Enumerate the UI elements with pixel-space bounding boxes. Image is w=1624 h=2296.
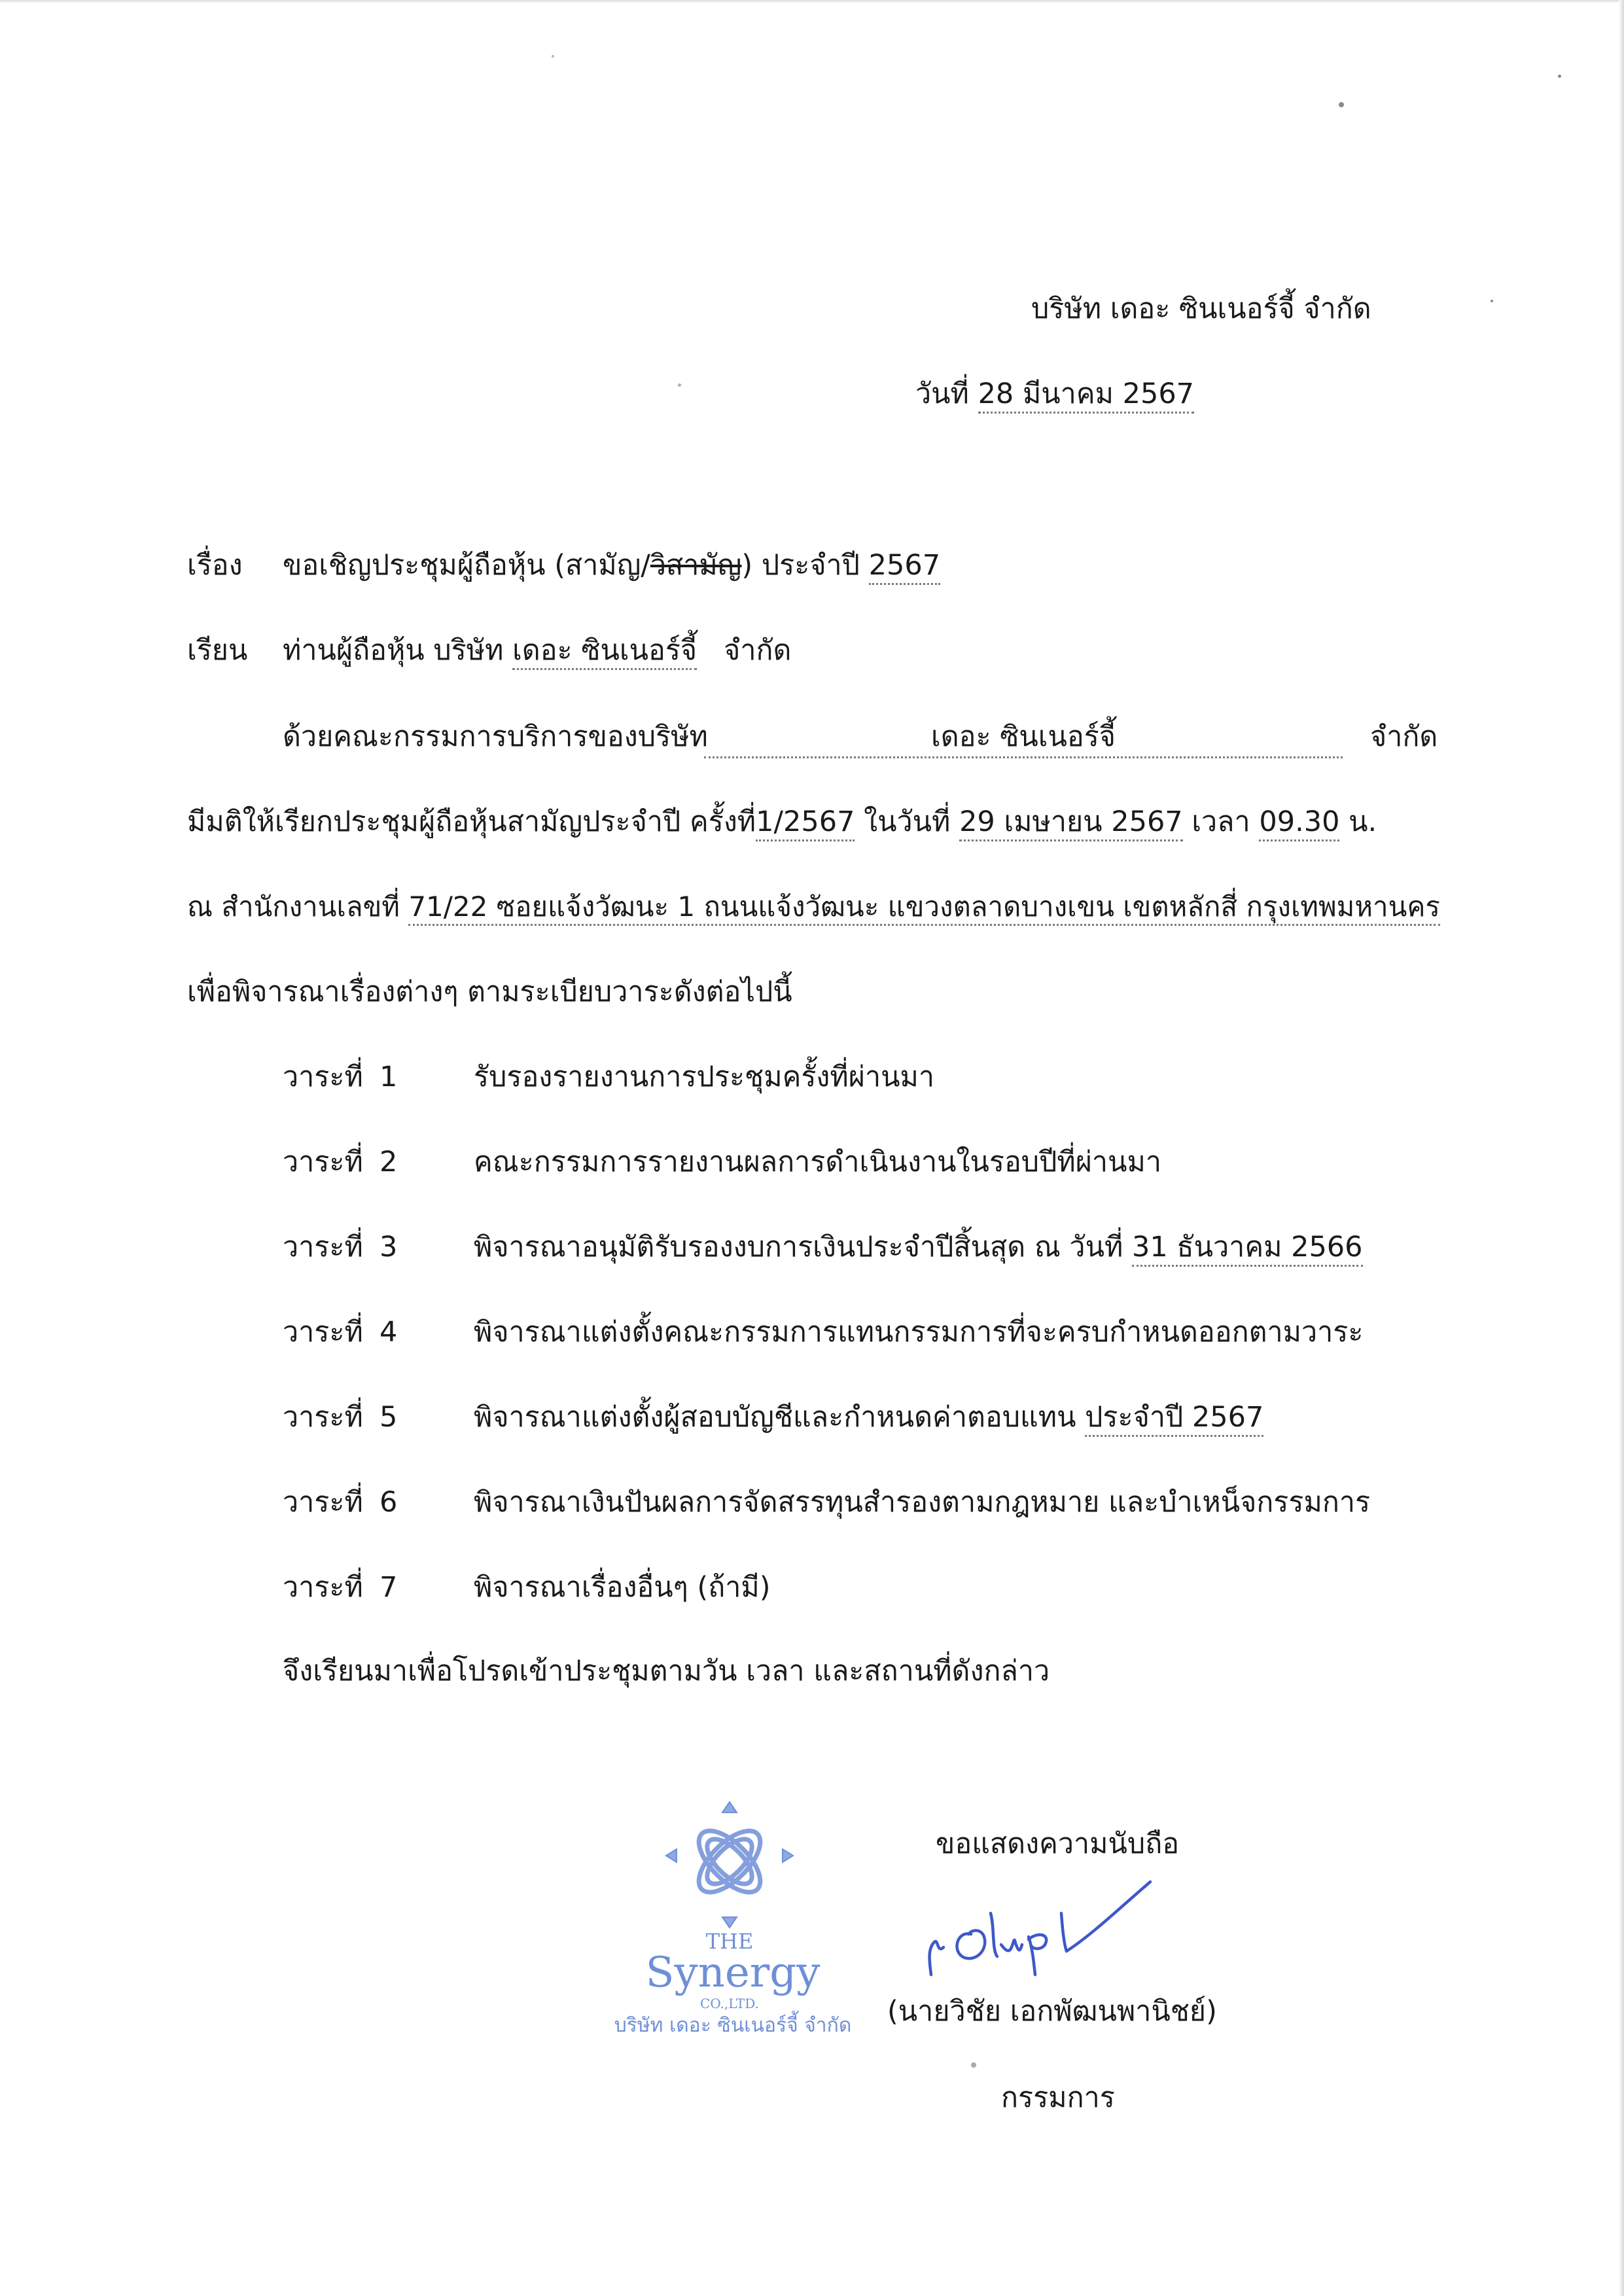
- date-value: 28 มีนาคม 2567: [978, 378, 1194, 414]
- meeting-number: 1/2567: [756, 805, 855, 841]
- meeting-time: 09.30: [1259, 805, 1339, 841]
- subject-year: 2567: [869, 549, 940, 585]
- body-line-3: ณ สำนักงานเลขที่ 71/22 ซอยแจ้งวัฒนะ 1 ถนนแจ้งวัฒนะ แขวงตลาดบางเขน เขตหลักสี่ กรุงเทพมหานคร: [187, 889, 1440, 925]
- signer-title: กรรมการ: [1001, 2081, 1115, 2114]
- agenda-number: 1: [380, 1061, 398, 1093]
- agenda-label: วาระที่: [283, 1061, 363, 1093]
- signer-name: (นายวิชัย เอกพัฒนพานิชย์): [887, 1995, 1217, 2028]
- agenda-label: วาระที่: [283, 1146, 363, 1178]
- stamp-co-ltd: CO.,LTD.: [700, 1996, 759, 2011]
- stamp-thai-name: บริษัท เดอะ ซินเนอร์จี้ จำกัด: [614, 2014, 852, 2037]
- company-header: บริษัท เดอะ ซินเนอร์จี้ จำกัด: [1031, 292, 1371, 325]
- agenda-description: รับรองรายงานการประชุมครั้งที่ผ่านมา: [474, 1061, 934, 1093]
- closing-text: จึงเรียนมาเพื่อโปรดเข้าประชุมตามวัน เวลา และสถานที่ดังกล่าว: [283, 1655, 1050, 1687]
- stamp-synergy: Synergy: [645, 1949, 821, 1997]
- agenda-number: 7: [380, 1571, 398, 1604]
- scan-speck: [971, 2062, 976, 2068]
- addressee-label: เรียน: [187, 634, 248, 667]
- agenda-number: 4: [380, 1316, 398, 1349]
- agenda-label: วาระที่: [283, 1316, 363, 1349]
- body-line-1-prefix: ด้วยคณะกรรมการบริการของบริษัท: [283, 720, 708, 753]
- body-line-1-company: เดอะ ซินเนอร์จี้: [704, 718, 1343, 758]
- meeting-date: 29 เมษายน 2567: [959, 805, 1183, 841]
- document-date: [915, 376, 1194, 412]
- scan-speck: [552, 55, 554, 58]
- subject-text: ขอเชิญประชุมผู้ถือหุ้น (สามัญ/วิสามัญ) ประจำปี 2567: [283, 547, 940, 584]
- page-top-edge: [0, 0, 1624, 3]
- addressee-text: ท่านผู้ถือหุ้น บริษัท เดอะ ซินเนอร์จี้ จำกัด: [283, 632, 791, 669]
- scan-speck: [1558, 75, 1561, 78]
- agenda-number: 6: [380, 1486, 398, 1519]
- scan-speck: [1339, 102, 1344, 107]
- date-prefix: วันที่: [915, 378, 969, 410]
- agenda-underlined-value: 31 ธันวาคม 2566: [1132, 1231, 1363, 1267]
- subject-struck: วิสามัญ: [650, 549, 742, 582]
- agenda-description: พิจารณาเงินปันผลการจัดสรรทุนสำรองตามกฎหมาย และบำเหน็จกรรมการ: [474, 1486, 1371, 1519]
- agenda-label: วาระที่: [283, 1401, 363, 1434]
- stamp-the: THE: [705, 1929, 754, 1954]
- agenda-label: วาระที่: [283, 1486, 363, 1519]
- agenda-label: วาระที่: [283, 1231, 363, 1263]
- meeting-address: 71/22 ซอยแจ้งวัฒนะ 1 ถนนแจ้งวัฒนะ แขวงตลาดบางเขน เขตหลักสี่ กรุงเทพมหานคร: [408, 891, 1440, 926]
- body-line-2: มีมติให้เรียกประชุมผู้ถือหุ้นสามัญประจำปี ครั้งที่1/2567 ในวันที่ 29 เมษายน 2567 เวลา 09.30 น.: [187, 804, 1377, 840]
- subject-label: เรื่อง: [187, 549, 243, 582]
- body-line-4: เพื่อพิจารณาเรื่องต่างๆ ตามระเบียบวาระดังต่อไปนี้: [187, 976, 792, 1008]
- handwritten-signature: [916, 1839, 1165, 1983]
- agenda-description: พิจารณาแต่งตั้งคณะกรรมการแทนกรรมการที่จะครบกำหนดออกตามวาระ: [474, 1316, 1364, 1349]
- scan-speck: [1491, 300, 1493, 302]
- agenda-label: วาระที่: [283, 1571, 363, 1604]
- agenda-number: 5: [380, 1401, 398, 1434]
- agenda-description: พิจารณาแต่งตั้งผู้สอบบัญชีและกำหนดค่าตอบแทน ประจำปี 2567: [474, 1399, 1263, 1436]
- company-seal-icon: [654, 1799, 805, 1930]
- regards-text: ขอแสดงความนับถือ: [936, 1828, 1180, 1860]
- agenda-description: พิจารณาอนุมัติรับรองงบการเงินประจำปีสิ้นสุด ณ วันที่ 31 ธันวาคม 2566: [474, 1229, 1363, 1265]
- agenda-description: คณะกรรมการรายงานผลการดำเนินงานในรอบปีที่ผ่านมา: [474, 1146, 1161, 1178]
- body-line-1-suffix: จำกัด: [1370, 720, 1438, 753]
- agenda-underlined-value: ประจำปี 2567: [1085, 1401, 1263, 1437]
- agenda-number: 2: [380, 1146, 398, 1178]
- addressee-company: เดอะ ซินเนอร์จี้: [512, 634, 697, 670]
- agenda-description: พิจารณาเรื่องอื่นๆ (ถ้ามี): [474, 1571, 771, 1604]
- agenda-number: 3: [380, 1231, 398, 1263]
- scan-speck: [678, 383, 681, 387]
- page-right-edge: [1619, 0, 1624, 2296]
